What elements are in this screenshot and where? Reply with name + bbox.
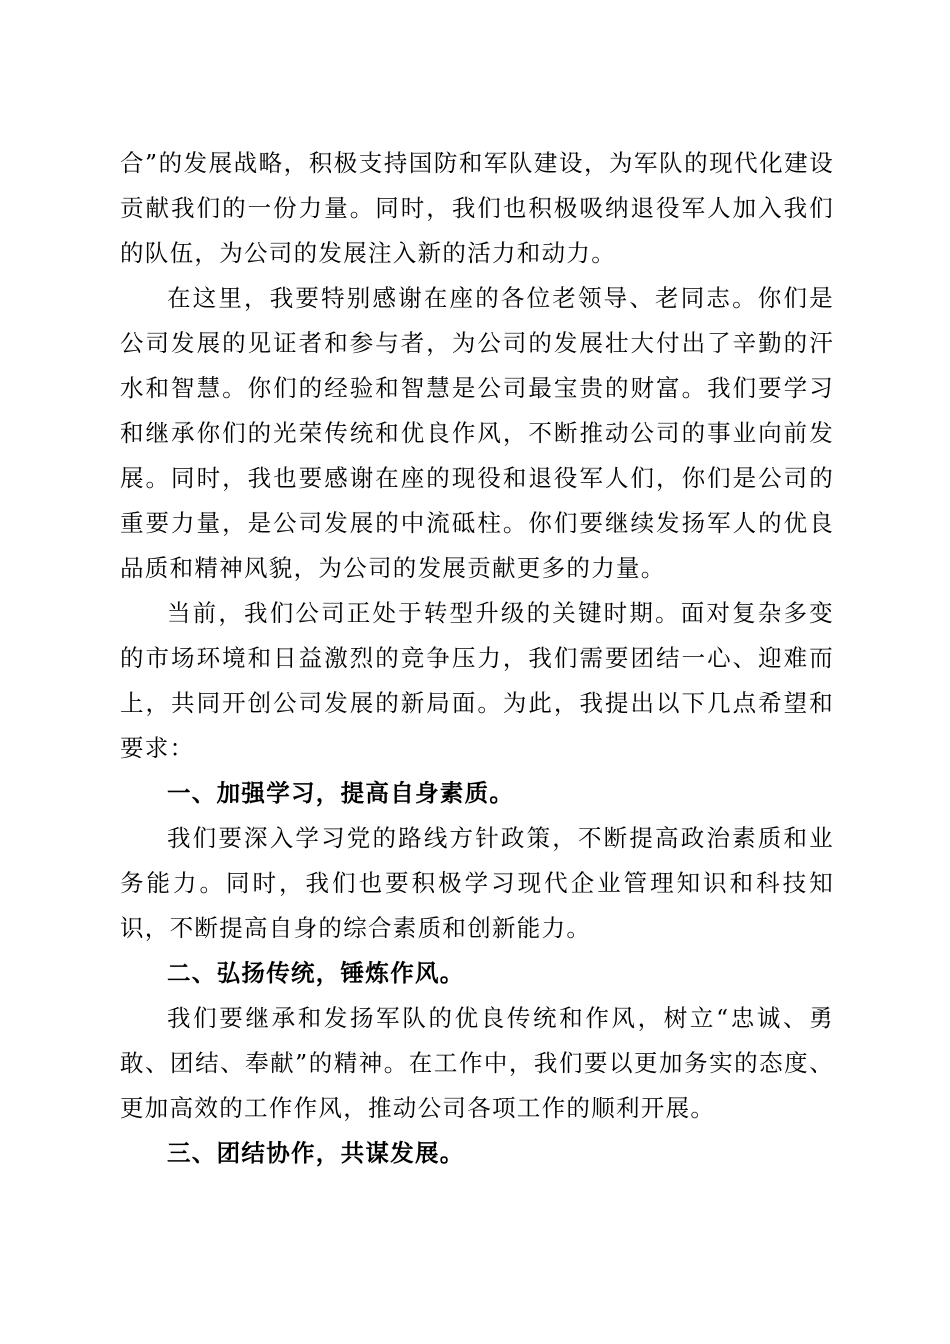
section-body-study: 我们要深入学习党的路线方针政策，不断提高政治素质和业务能力。同时，我们也要积极学习现代企业管理知识和科技知识，不断提高自身的综合素质和创新能力。 <box>120 824 834 942</box>
section-heading-study: 一、加强学习，提高自身素质。 <box>167 779 515 807</box>
section-heading-tradition: 二、弘扬传统，锤炼作风。 <box>167 959 465 987</box>
paragraph-continuation: 合”的发展战略，积极支持国防和军队建设，为军队的现代化建设贡献我们的一份力量。同时，我们也积极吸纳退役军人加入我们的队伍，为公司的发展注入新的活力和动力。 <box>120 149 834 267</box>
section-body-tradition: 我们要继承和发扬军队的优良传统和作风，树立“忠诚、勇敢、团结、奉献”的精神。在工作中，我们要以更加务实的态度、更加高效的工作作风，推动公司各项工作的顺利开展。 <box>120 1004 834 1122</box>
section-heading-cooperation: 三、团结协作，共谋发展。 <box>167 1139 465 1167</box>
document-body <box>120 141 834 1176</box>
paragraph-current-situation: 当前，我们公司正处于转型升级的关键时期。面对复杂多变的市场环境和日益激烈的竞争压力，我们需要团结一心、迎难而上，共同开创公司发展的新局面。为此，我提出以下几点希望和要求： <box>120 599 834 762</box>
paragraph-thanks: 在这里，我要特别感谢在座的各位老领导、老同志。你们是公司发展的见证者和参与者，为公司的发展壮大付出了辛勤的汗水和智慧。你们的经验和智慧是公司最宝贵的财富。我们要学习和继承你们的光荣传统和优良作风，不断推动公司的事业向前发展。同时，我也要感谢在座的现役和退役军人们，你们是公司的重要力量，是公司发展的中流砥柱。你们要继续发扬军人的优良品质和精神风貌，为公司的发展贡献更多的力量。 <box>120 284 834 582</box>
